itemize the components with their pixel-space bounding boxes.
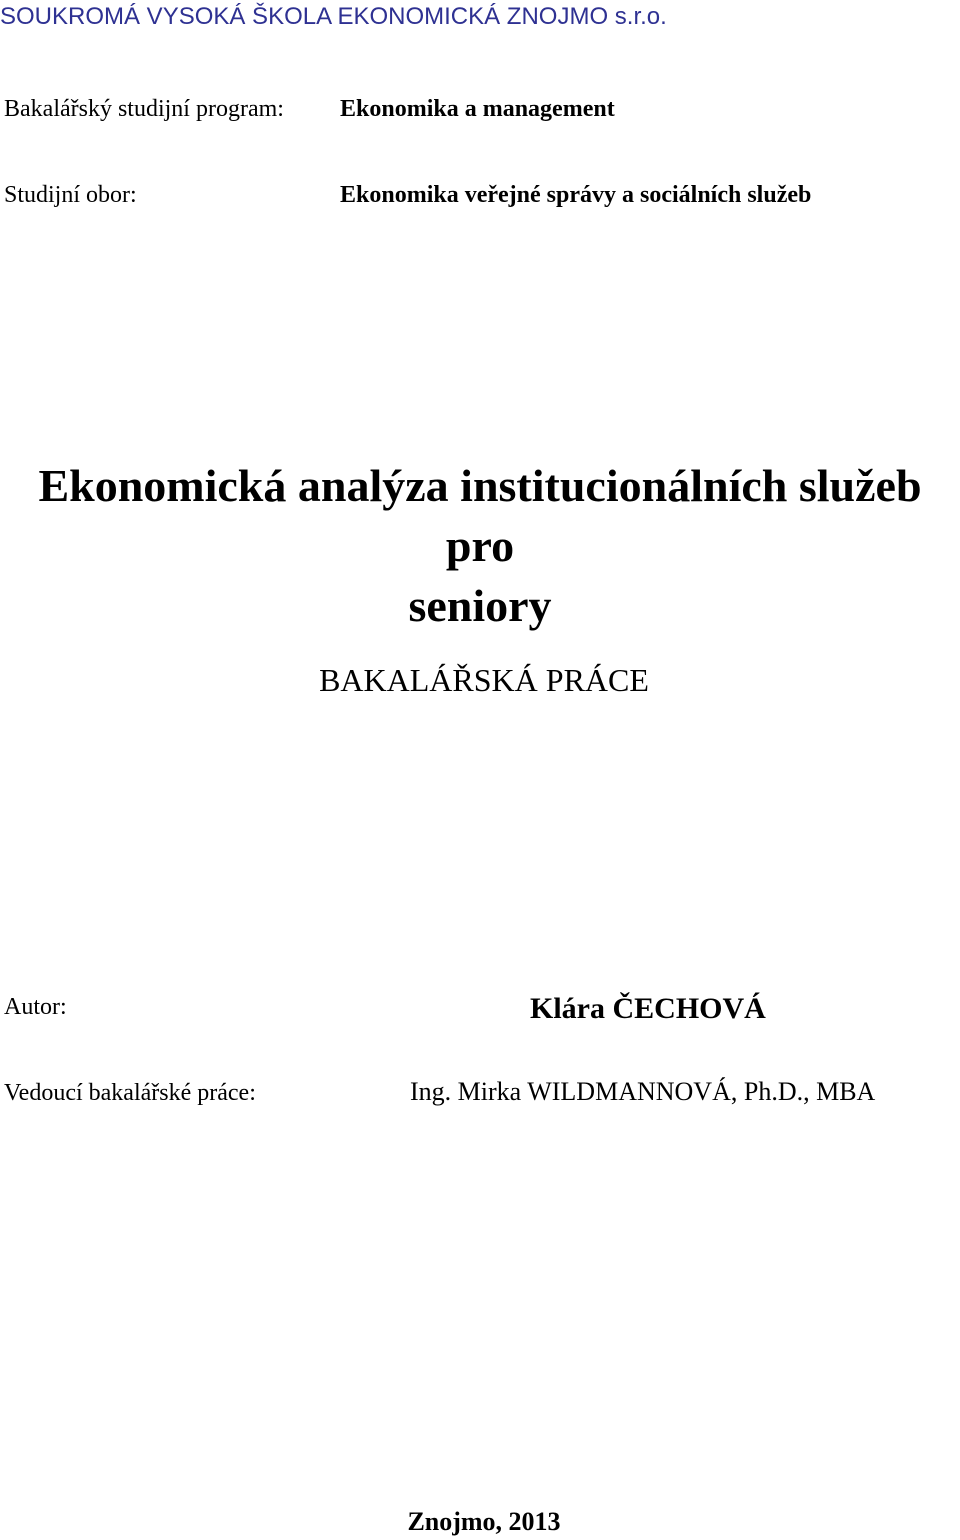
supervisor-label: Vedoucí bakalářské práce: <box>4 1080 256 1106</box>
supervisor-name: Ing. Mirka WILDMANNOVÁ, Ph.D., MBA <box>410 1077 876 1106</box>
thesis-title-line-1: Ekonomická analýza institucionálních služeb pro <box>38 460 922 571</box>
program-value: Ekonomika a management <box>340 96 615 122</box>
thesis-type: BAKALÁŘSKÁ PRÁCE <box>319 662 649 698</box>
thesis-title-line-2: seniory <box>408 580 552 631</box>
author-label: Autor: <box>4 994 67 1020</box>
place-and-year: Znojmo, 2013 <box>407 1507 561 1536</box>
thesis-title <box>0 456 960 636</box>
author-name: Klára ČECHOVÁ <box>530 992 766 1025</box>
program-label: Bakalářský studijní program: <box>4 96 284 122</box>
field-value: Ekonomika veřejné správy a sociálních služeb <box>340 182 812 208</box>
school-name: SOUKROMÁ VYSOKÁ ŠKOLA EKONOMICKÁ ZNOJMO s.r.o. <box>0 3 667 30</box>
field-label: Studijní obor: <box>4 182 137 208</box>
